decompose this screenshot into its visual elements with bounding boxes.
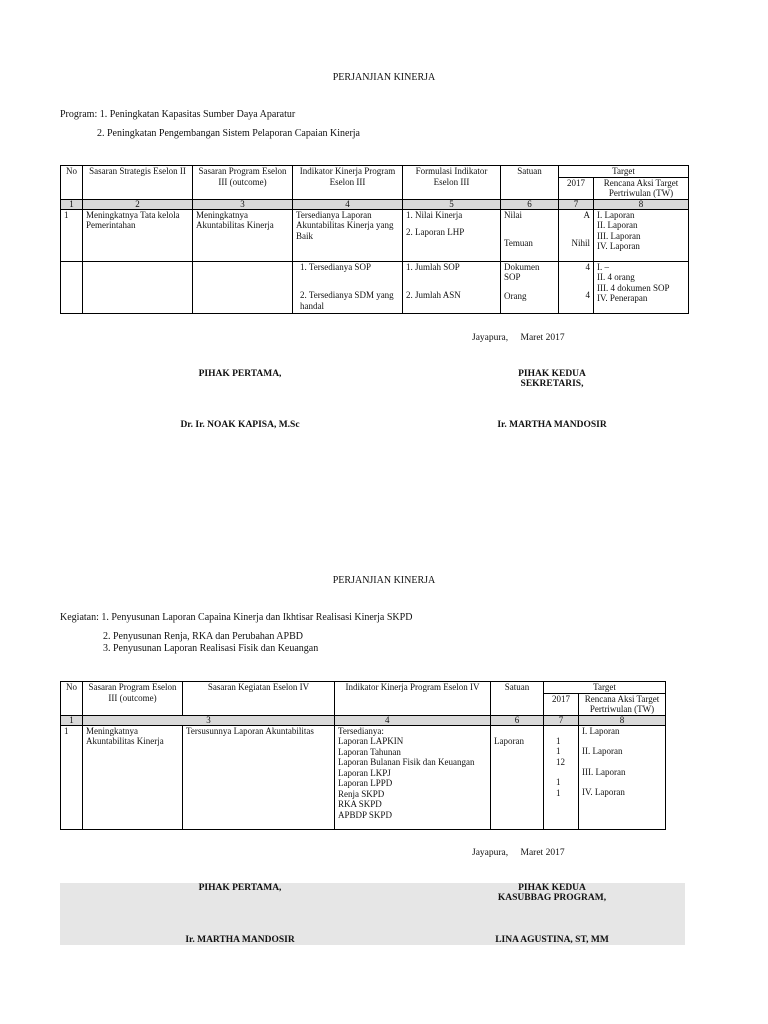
list-item: APBDP SKPD	[338, 809, 392, 820]
doc2-kegiatan-3: 3. Penyusunan Laporan Realisasi Fisik dan Keuangan	[103, 643, 319, 654]
doc1-th-rencana: Rencana Aksi Target Pertriwulan (TW)	[594, 177, 689, 199]
doc1-r2-no	[61, 261, 83, 313]
table-row	[61, 209, 689, 261]
doc2-th-satuan: Satuan	[491, 682, 544, 716]
list-item: Orang	[504, 290, 527, 301]
list-item: II. Laporan	[582, 746, 623, 756]
doc1-th-formulasi: Formulasi Indikator Eselon III	[403, 166, 501, 200]
doc2-colnum: 4	[335, 715, 491, 725]
list-item: 1. Nilai Kinerja	[406, 209, 463, 220]
list-item: Tersedianya:	[338, 725, 384, 736]
doc2-th-rencana: Rencana Aksi Target Pertriwulan (TW)	[579, 693, 666, 715]
doc1-r2-sasaran-strategis	[83, 261, 193, 313]
list-item: II. Laporan	[597, 220, 638, 230]
list-item: I. Laporan	[582, 725, 620, 736]
doc2-colnum: 7	[544, 715, 579, 725]
doc1-colnum: 4	[293, 199, 403, 209]
table-row	[61, 261, 689, 313]
list-item: Laporan LKPJ	[338, 767, 391, 778]
list-item: Nilai	[504, 209, 522, 220]
doc1-colnum: 6	[501, 199, 559, 209]
list-item: II. 4 orang	[597, 272, 635, 282]
doc2-kegiatan-1-text: 1. Penyusunan Laporan Capaina Kinerja dan Ikhtisar Realisasi Kinerja SKPD	[101, 612, 413, 623]
doc1-r1-sasaran-program: Meningkatnya Akuntabilitas Kinerja	[193, 209, 293, 261]
doc1-colnum: 8	[594, 199, 689, 209]
doc1-pihak-kedua-label: PIHAK KEDUA	[518, 369, 586, 379]
list-item: Laporan Tahunan	[338, 746, 401, 757]
doc1-date: Maret 2017	[520, 333, 565, 343]
doc1-th-year: 2017	[559, 177, 594, 199]
doc1-program-1	[60, 109, 295, 120]
list-item: Laporan	[494, 735, 524, 746]
doc1-r2-satuan	[501, 261, 559, 313]
doc2-pihak-kedua-label: PIHAK KEDUA	[518, 883, 586, 893]
list-item: 4	[585, 290, 590, 300]
doc1-r2-indikator	[293, 261, 403, 313]
doc1-program-1-text: 1. Peningkatan Kapasitas Sumber Daya Aparatur	[99, 109, 296, 120]
doc2-colnum: 1	[61, 715, 83, 725]
doc2-r1-no: 1	[61, 725, 83, 829]
list-item: 12	[556, 756, 565, 767]
doc2-title: PERJANJIAN KINERJA	[332, 575, 436, 586]
list-item: 1. Jumlah SOP	[406, 261, 460, 272]
doc1-name-1: Dr. Ir. NOAK KAPISA, M.Sc	[180, 420, 300, 430]
list-item: Temuan	[504, 238, 533, 248]
table-row	[61, 725, 666, 829]
doc2-date: Maret 2017	[520, 848, 565, 858]
doc1-program-2: 2. Peningkatan Pengembangan Sistem Pelaporan Capaian Kinerja	[97, 128, 360, 139]
doc1-th-sasaran-program: Sasaran Program Eselon III (outcome)	[193, 166, 293, 200]
doc1-r1-formulasi	[403, 209, 501, 261]
list-item: I. –	[597, 261, 609, 272]
list-item: Laporan LPPD	[338, 778, 393, 788]
doc2-th-target: Target	[544, 682, 666, 694]
list-item: 4	[585, 261, 590, 272]
doc2-number-row	[61, 715, 666, 725]
list-item: 1	[556, 746, 561, 756]
doc2-pihak-kedua	[452, 883, 652, 903]
doc1-name-2: Ir. MARTHA MANDOSIR	[497, 420, 607, 430]
doc2-table	[60, 681, 666, 830]
doc1-title: PERJANJIAN KINERJA	[332, 72, 436, 83]
doc1-place: Jayapura,	[472, 333, 509, 343]
list-item: 1. Tersedianya SOP	[300, 261, 371, 272]
doc2-r1-satuan	[491, 725, 544, 829]
doc2-kegiatan-2: 2. Penyusunan Renja, RKA dan Perubahan APBD	[103, 631, 303, 642]
list-item: 2. Jumlah ASN	[406, 290, 461, 300]
doc1-th-indikator: Indikator Kinerja Program Eselon III	[293, 166, 403, 200]
list-item: 1	[556, 777, 561, 787]
doc2-colnum: 6	[491, 715, 544, 725]
doc1-r2-target	[559, 261, 594, 313]
list-item: III. Laporan	[597, 230, 641, 241]
list-item: Dokumen SOP	[504, 261, 540, 282]
doc2-colnum: 3	[83, 715, 335, 725]
doc2-place-date	[472, 848, 565, 858]
doc1-number-row	[61, 199, 689, 209]
list-item: III. 4 dokumen SOP	[597, 282, 670, 293]
doc2-th-sasaran-kegiatan: Sasaran Kegiatan Eselon IV	[183, 682, 335, 716]
doc2-r1-rencana	[579, 725, 666, 829]
list-item: 1	[556, 787, 561, 798]
doc1-table	[60, 165, 689, 314]
doc2-th-sasaran-program: Sasaran Program Eselon III (outcome)	[83, 682, 183, 716]
doc2-r1-indikator	[335, 725, 491, 829]
doc2-pihak-pertama: PIHAK PERTAMA,	[198, 883, 282, 893]
doc2-th-indikator: Indikator Kinerja Program Eselon IV	[335, 682, 491, 716]
doc1-colnum: 5	[403, 199, 501, 209]
doc1-r2-rencana	[594, 261, 689, 313]
doc1-r2-sasaran-program	[193, 261, 293, 313]
list-item: IV. Laporan	[582, 787, 625, 797]
doc1-header-row	[61, 166, 689, 178]
doc1-r2-formulasi	[403, 261, 501, 313]
list-item: IV. Penerapan	[597, 293, 648, 303]
doc1-r1-indikator: Tersedianya Laporan Akuntabilitas Kinerja yang Baik	[293, 209, 403, 261]
doc1-pihak-pertama: PIHAK PERTAMA,	[198, 369, 282, 379]
doc2-header-row	[61, 682, 666, 694]
list-item: IV. Laporan	[597, 241, 640, 251]
doc1-r1-no: 1	[61, 209, 83, 261]
doc1-colnum: 3	[193, 199, 293, 209]
doc1-pihak-kedua	[452, 369, 652, 389]
doc1-r1-rencana	[594, 209, 689, 261]
doc2-kegiatan-1	[60, 612, 412, 623]
list-item: Laporan Bulanan Fisik dan Keuangan	[338, 757, 475, 767]
doc1-r1-satuan	[501, 209, 559, 261]
doc1-th-sasaran-strategis: Sasaran Strategis Eselon II	[83, 166, 193, 200]
doc2-name-2: LINA AGUSTINA, ST, MM	[495, 935, 609, 945]
doc2-th-year: 2017	[544, 693, 579, 715]
doc1-colnum: 2	[83, 199, 193, 209]
doc1-r1-target	[559, 209, 594, 261]
list-item: Renja SKPD	[338, 788, 385, 799]
doc2-r1-sasaran-program: Meningkatnya Akuntabilitas Kinerja	[83, 725, 183, 829]
list-item: III. Laporan	[582, 766, 626, 777]
doc1-program-label: Program:	[60, 109, 98, 120]
list-item: 1	[556, 735, 561, 746]
doc2-kegiatan-label: Kegiatan:	[60, 612, 99, 623]
doc1-th-no: No	[61, 166, 83, 200]
doc1-th-satuan: Satuan	[501, 166, 559, 200]
list-item: 2. Tersedianya SDM yang handal	[300, 290, 394, 311]
list-item: A	[583, 209, 590, 220]
doc1-pihak-kedua-role: SEKRETARIS,	[520, 379, 584, 389]
list-item: Laporan LAPKIN	[338, 736, 404, 746]
list-item: Nihil	[571, 238, 590, 248]
doc1-r1-sasaran-strategis: Meningkatnya Tata kelola Pemerintahan	[83, 209, 193, 261]
doc2-r1-sasaran-kegiatan: Tersusunnya Laporan Akuntabilitas	[183, 725, 335, 829]
doc2-pihak-kedua-role: KASUBBAG PROGRAM,	[497, 893, 607, 903]
doc2-name-1: Ir. MARTHA MANDOSIR	[185, 935, 295, 945]
doc1-colnum: 7	[559, 199, 594, 209]
doc2-r1-target	[544, 725, 579, 829]
doc2-th-no: No	[61, 682, 83, 716]
doc1-place-date	[472, 333, 565, 343]
doc2-place: Jayapura,	[472, 848, 509, 858]
doc1-th-target: Target	[559, 166, 689, 178]
list-item: RKA SKPD	[338, 799, 382, 809]
list-item: 2. Laporan LHP	[406, 227, 465, 237]
list-item: I. Laporan	[597, 209, 635, 220]
doc1-colnum: 1	[61, 199, 83, 209]
doc2-colnum: 8	[579, 715, 666, 725]
